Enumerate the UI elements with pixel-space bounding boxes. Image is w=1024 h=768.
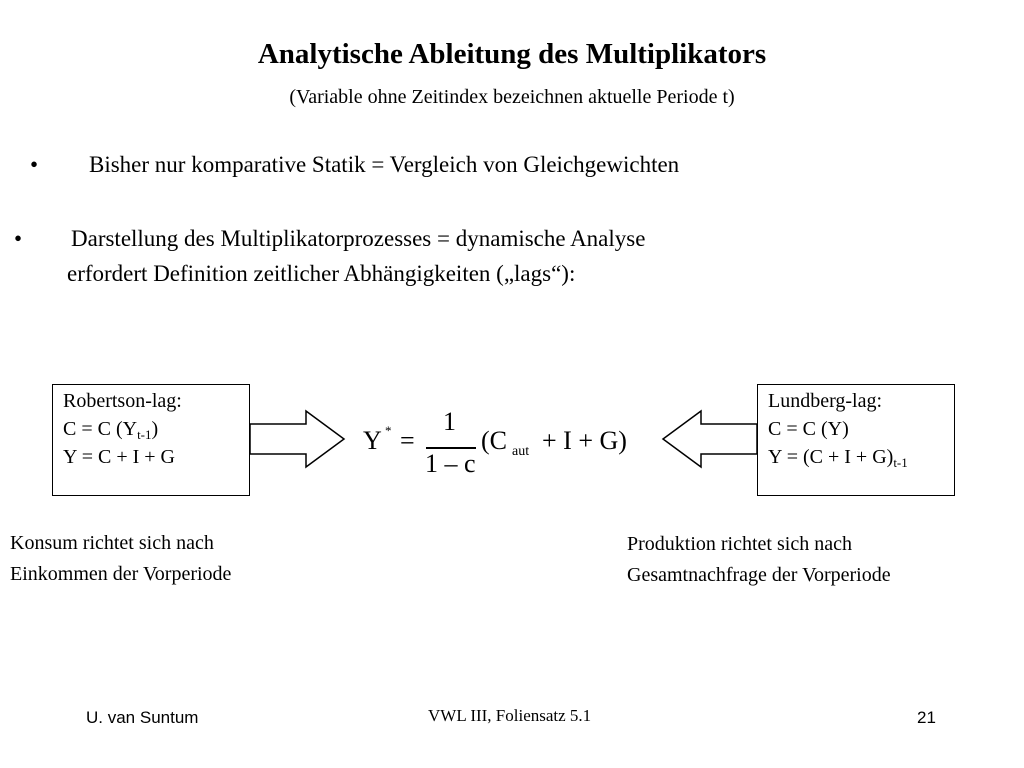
formula-numerator: 1	[443, 407, 456, 436]
lundberg-lag-title: Lundberg-lag:	[768, 390, 883, 412]
left-caption: Konsum richtet sich nach Einkommen der Vorperiode	[10, 532, 232, 585]
footer-course: VWL III, Foliensatz 5.1	[428, 706, 592, 725]
left-arrow-icon	[659, 408, 759, 470]
lundberg-lag-income: $Y = (C + I + G)_{t-1}$	[768, 446, 908, 470]
right-arrow-icon	[248, 408, 348, 470]
formula-lhs: Y	[363, 426, 382, 455]
right-caption: Produktion richtet sich nach Gesamtnachfrage der Vorperiode	[627, 533, 891, 586]
lundberg-lag-box	[757, 384, 955, 496]
footer-author: U. van Suntum	[86, 708, 199, 727]
footer-page-number: 21	[917, 708, 936, 727]
formula-denominator: 1 – c	[425, 449, 476, 478]
formula-equals: =	[400, 426, 415, 455]
formula-paren-open: (C	[481, 426, 507, 455]
robertson-lag-box	[52, 384, 250, 496]
bullet-marker-1: •	[30, 152, 39, 177]
robertson-lag-income: Y = C + I + G	[63, 446, 175, 468]
robertson-lag-consumption: C = C $(Y_{t-1})$	[63, 418, 159, 442]
robertson-lag-title: Robertson-lag:	[63, 390, 182, 412]
bullet-marker-2: •	[14, 226, 23, 251]
bullet-2-text-line2: erfordert Definition zeitlicher Abhängigkeiten („lags“):	[67, 261, 576, 286]
slide-title: Analytische Ableitung des Multiplikators	[257, 38, 767, 70]
slide-subtitle: (Variable ohne Zeitindex bezeichnen aktuelle Periode t)	[289, 86, 735, 108]
formula-sub-aut: aut	[512, 444, 530, 459]
bullet-1-text: Bisher nur komparative Statik = Vergleich von Gleichgewichten	[89, 152, 680, 177]
lundberg-lag-consumption: C = C (Y)	[768, 418, 849, 440]
formula-rest: + I + G)	[542, 426, 627, 455]
bullet-2-text-line1: Darstellung des Multiplikatorprozesses = dynamische Analyse	[71, 226, 646, 251]
formula-star: *	[385, 423, 392, 438]
